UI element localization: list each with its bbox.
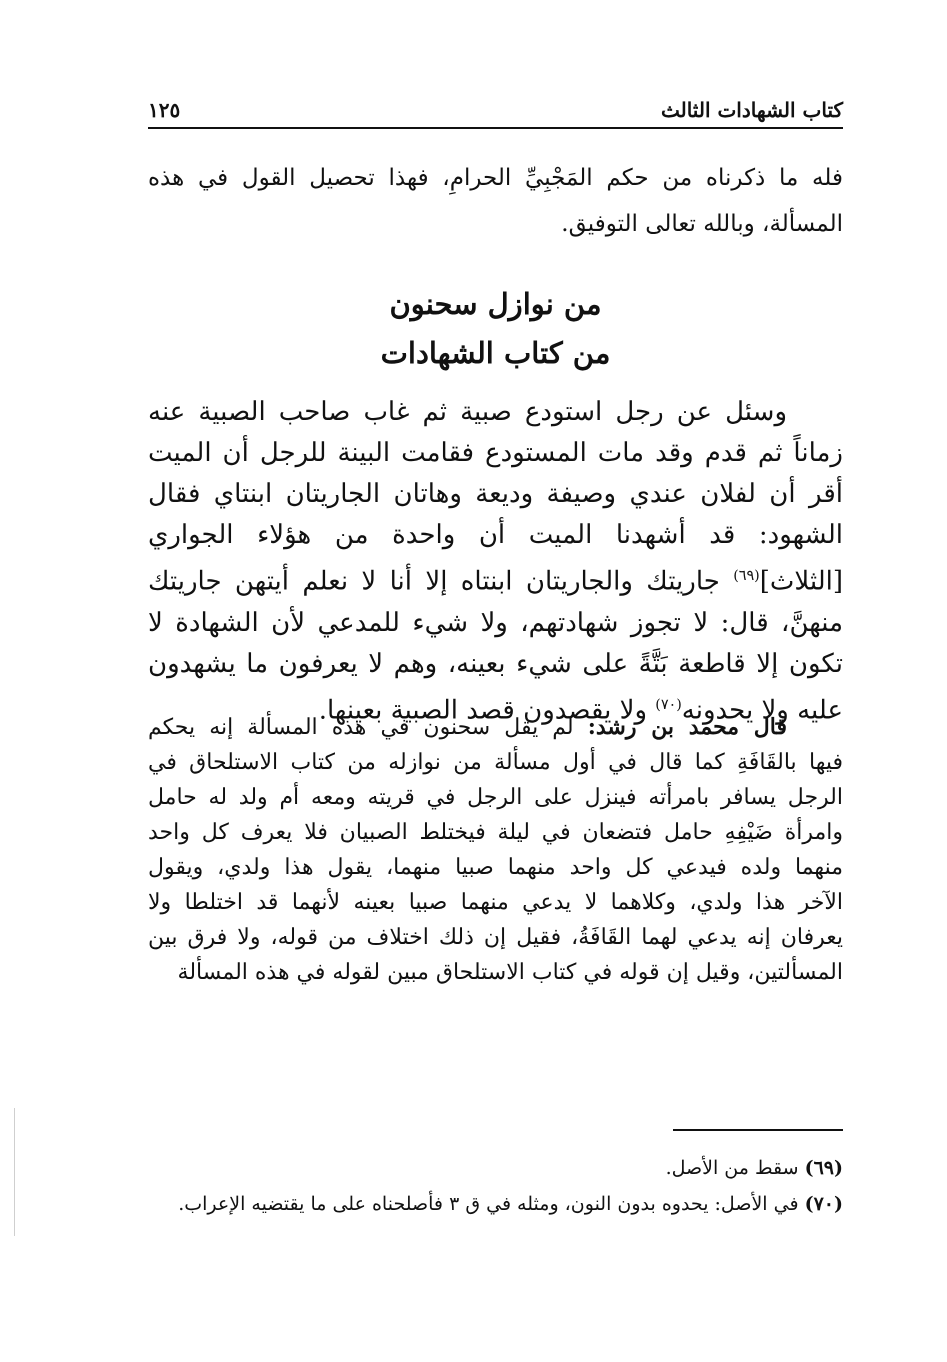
- text-line: وسئل عن رجل استودع صبية ثم غاب صاحب الصبية عنه: [148, 397, 787, 427]
- line-text: لم يقل سحنون في هذه المسألة إنه يحكم: [148, 715, 574, 740]
- text-line: المسألتين، وقيل إن قوله في كتاب الاستلحاق مبين لقوله في هذه المسألة: [177, 960, 843, 985]
- text-line: يعرفان إنه يدعي لهما القَافَةُ، فقيل إن ذلك اختلاف من قوله، ولا فرق بين: [148, 925, 843, 950]
- line-text: عليه ولا يحدونه: [681, 695, 843, 726]
- text-line: زماناً ثم قدم وقد مات المستودع فقامت البينة للرجل أن الميت: [148, 438, 843, 468]
- text-line: [148, 710, 843, 745]
- footnote-ref-69[interactable]: (٦٩): [733, 568, 760, 584]
- scan-margin-mark: [14, 1108, 15, 1236]
- text-line: فيها بالقَافَةِ كما قال في أول مسألة من نوازله من كتاب الاستلحاق في: [148, 750, 843, 775]
- text-line: الرجل يسافر بامرأته فينزل على الرجل في قريته ومعه أم ولد له حامل: [148, 785, 843, 810]
- text-line: الآخر هذا ولدي، وكلاهما لا يدعي منهما صبيا بعينه لأنهما قد اختلطا ولا: [148, 890, 843, 915]
- footnote-70: [148, 1188, 843, 1220]
- footnote-text: سقط من الأصل.: [665, 1157, 799, 1179]
- footnote-text: في الأصل: يحدوه بدون النون، ومثله في ق ٣ فأصلحناه على ما يقتضيه الإعراب.: [178, 1193, 799, 1215]
- page-number: ١٢٥: [148, 98, 181, 122]
- footnote-number: (٧٠): [804, 1193, 843, 1215]
- footnote-69: [148, 1152, 843, 1184]
- speaker-label: قال محمد بن رشد:: [587, 714, 788, 740]
- text-line: الشهود: قد أشهدنا الميت أن واحدة من هؤلاء الجواري: [148, 520, 843, 550]
- question-paragraph: [148, 392, 843, 731]
- footnote-rule: [673, 1129, 843, 1131]
- footnote-ref-70[interactable]: (٧٠): [655, 696, 682, 713]
- section-title-line2: من كتاب الشهادات: [380, 336, 611, 370]
- intro-paragraph: فله ما ذكرناه من حكم المَجْبِيِّ الحرامِ، فهذا تحصيل القول في هذه المسألة، وبالله تعالى التوفيق.: [148, 165, 843, 237]
- running-header: [148, 92, 843, 122]
- text-line: منهنَّ، قال: لا تجوز شهادتهم، ولا شيء للمدعي لأن الشهادة لا: [148, 607, 843, 638]
- text-line: وامرأة ضَيْفِهِ حامل فتضعان في ليلة فيختلط الصبيان فلا يعرف كل واحد: [148, 820, 843, 845]
- running-header-title: كتاب الشهادات الثالث: [660, 98, 843, 122]
- footnote-number: (٦٩): [804, 1157, 843, 1179]
- section-title-line1: من نوازل سحنون: [389, 287, 602, 321]
- header-rule: [148, 127, 843, 129]
- text-line: منهما ولده فيدعي كل واحد منهما صبيا منهما، يقول هذا ولدي، ويقول: [148, 855, 843, 880]
- commentary-paragraph: [148, 710, 843, 990]
- bracket-word: [الثلاث]: [759, 566, 843, 597]
- line-text: ولا يقصدون قصد الصبية بعينها.: [318, 695, 647, 726]
- line-text: جاريتك والجاريتان ابنتاه إلا أنا لا نعلم أيتهن جاريتك: [148, 566, 720, 597]
- text-line: أقر أن لفلان عندي وصيفة وديعة وهاتان الجاريتان ابنتاي فقال: [148, 479, 843, 509]
- text-line-with-note: [148, 556, 843, 603]
- text-line: تكون إلا قاطعة بَتَّةً على شيء بعينه، وهم لا يعرفون ما يشهدون: [148, 648, 843, 679]
